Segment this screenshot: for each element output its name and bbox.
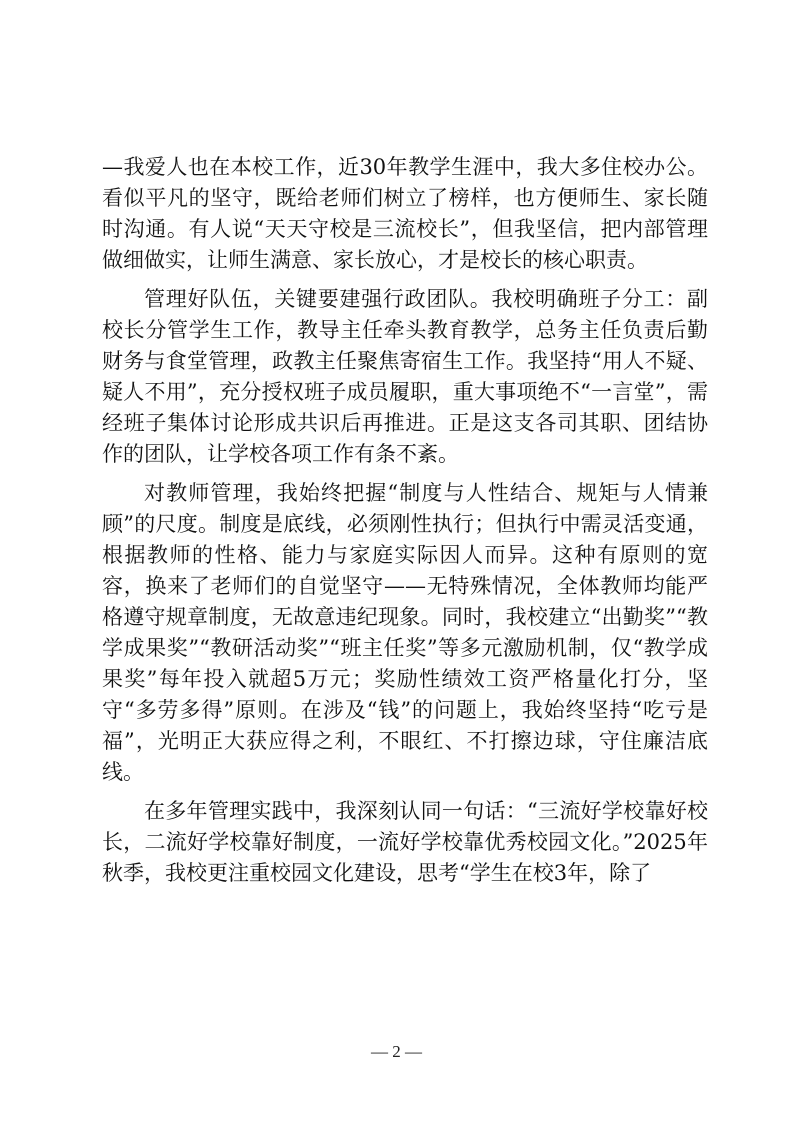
paragraph-3: 对教师管理，我始终把握“制度与人性结合、规矩与人情兼顾”的尺度。制度是底线，必须刚性执行；但执行中需灵活变通，根据教师的性格、能力与家庭实际因人而异。这种有原则的宽容，换来了老师们的自觉坚守——无特殊情况，全体教师均能严格遵守规章制度，无故意违纪现象。同时，我校建立“出勤奖”“教学成果奖”“教研活动奖”“班主任奖”等多元激励机制，仅“教学成果奖”每年投入就超5万元；奖励性绩效工资严格量化打分，坚守“多劳多得”原则。在涉及“钱”的问题上，我始终坚持“吃亏是福”，光明正大获应得之利，不眼红、不打擦边球，守住廉洁底线。 — [102, 481, 708, 784]
paragraph-2: 管理好队伍，关键要建强行政团队。我校明确班子分工：副校长分管学生工作，教导主任牵头教育教学，总务主任负责后勤财务与食堂管理，政教主任聚焦寄宿生工作。我坚持“用人不疑、疑人不用”，充分授权班子成员履职，重大事项绝不“一言堂”，需经班子集体讨论形成共识后再推进。正是这支各司其职、团结协作的团队，让学校各项工作有条不紊。 — [102, 287, 708, 466]
paragraph-4: 在多年管理实践中，我深刻认同一句话：“三流好学校靠好校长，二流好学校靠好制度，一流好学校靠优秀校园文化。”2025年秋季，我校更注重校园文化建设，思考“学生在校3年，除了 — [102, 799, 708, 885]
paragraph-1: —我爱人也在本校工作，近30年教学生涯中，我大多住校办公。看似平凡的坚守，既给老师们树立了榜样，也方便师生、家长随时沟通。有人说“天天守校是三流校长”，但我坚信，把内部管理做细做实，让师生满意、家长放心，才是校长的核心职责。 — [102, 155, 708, 272]
page-number: — 2 — — [371, 1042, 422, 1061]
document-body — [102, 152, 708, 897]
